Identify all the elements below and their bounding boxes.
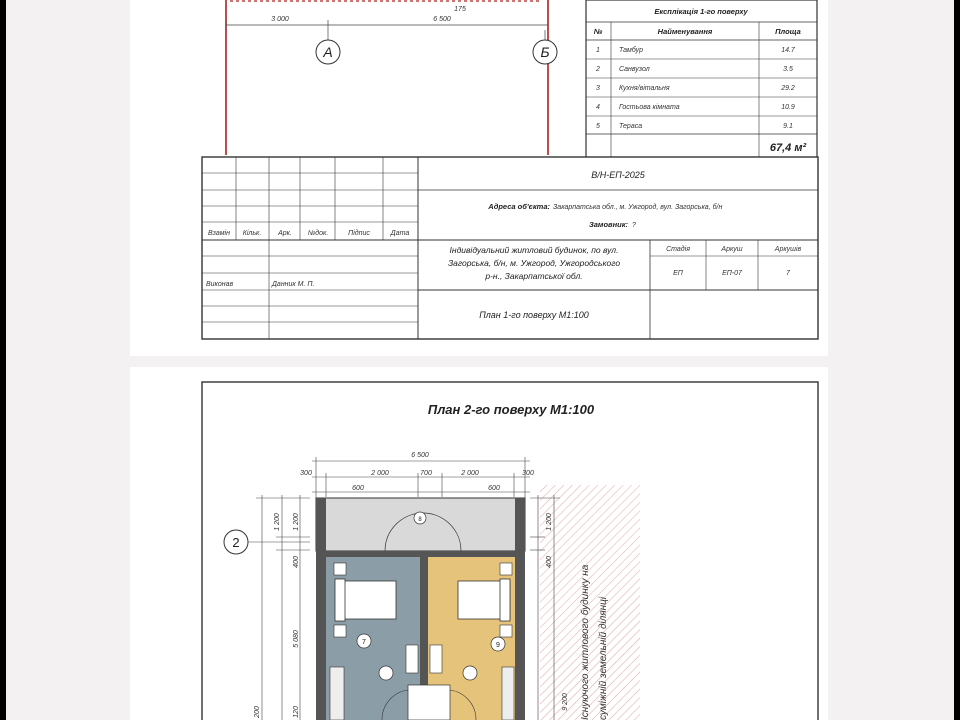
sheet-title: План 1-го поверху М1:100 xyxy=(479,310,589,320)
row-4-name: Гостьова кімната xyxy=(619,104,680,111)
left-dimensions xyxy=(254,495,310,720)
dim-room-left: 2 000 xyxy=(371,470,389,477)
rev-header-ndok: №док. xyxy=(307,230,329,237)
rev-header-data: Дата xyxy=(390,230,410,237)
balcony-room-number: 8 xyxy=(418,517,422,523)
wall-left xyxy=(316,498,326,720)
project-code: В/Н-ЕП-2025 xyxy=(591,170,645,180)
project-desc-line-3: р-н., Закарпатської обл. xyxy=(485,271,583,281)
sheets-value: 7 xyxy=(786,270,790,277)
dim-right-1: 1 200 xyxy=(546,513,553,531)
col-header-num: № xyxy=(593,27,603,36)
room-9-number: 9 xyxy=(496,642,500,649)
col-header-name: Найменування xyxy=(657,27,713,36)
row-1-name: Тамбур xyxy=(619,47,643,54)
dim-edge-left: 300 xyxy=(300,470,312,477)
explication-total: 67,4 м² xyxy=(769,142,807,154)
dim-left-1: 1 200 xyxy=(274,513,281,531)
row-3-name: Кухня/вітальня xyxy=(619,85,670,92)
client-label: Замовник: xyxy=(588,220,628,229)
row-4-num: 4 xyxy=(596,104,600,111)
document-viewer[interactable] xyxy=(6,0,954,720)
room-7-number: 7 xyxy=(362,639,366,646)
project-desc-line-2: Загорська, б/н, м. Ужгород, Ужгородського xyxy=(447,258,621,268)
nightstand-right-top xyxy=(500,563,512,575)
bed-right-headboard xyxy=(500,579,510,621)
rev-header-vzamin: Взамін xyxy=(208,230,230,237)
dim-left-2: 1 200 xyxy=(293,513,300,531)
row-2-area: 3.5 xyxy=(783,66,793,73)
sheet-header: Аркуш xyxy=(721,246,743,253)
title-block xyxy=(202,157,818,339)
top-dimensions xyxy=(300,452,534,502)
rev-header-kilk: Кільк. xyxy=(242,230,262,237)
dim-sub-right: 600 xyxy=(488,485,500,492)
stage-header: Стадія xyxy=(666,246,690,253)
row-4-area: 10.9 xyxy=(781,104,795,111)
page-2-drawing xyxy=(130,367,828,720)
row-1-area: 14.7 xyxy=(781,47,795,54)
bed-left-headboard xyxy=(335,579,345,621)
project-desc-line-1: Індивідуальний житловий будинок, по вул. xyxy=(449,245,619,255)
chair-right xyxy=(463,666,477,680)
desk-right xyxy=(430,645,442,673)
executor-name: Данник М. П. xyxy=(272,281,315,288)
dim-edge-right: 300 xyxy=(522,470,534,477)
row-1-num: 1 xyxy=(596,47,600,54)
row-3-num: 3 xyxy=(596,85,600,92)
client-value: ? xyxy=(632,222,636,229)
plan-title: План 2-го поверху М1:100 xyxy=(427,402,595,417)
floor-plan xyxy=(316,498,525,720)
row-5-name: Тераса xyxy=(619,123,643,130)
rev-header-ark: Арк. xyxy=(278,230,292,237)
corridor xyxy=(408,685,450,720)
row-5-num: 5 xyxy=(596,123,600,130)
sheets-header: Аркушів xyxy=(774,246,802,253)
dim-left-4: 5 080 xyxy=(293,630,300,648)
balcony xyxy=(316,498,525,551)
dim-3000: 3 000 xyxy=(271,16,289,23)
dim-6500: 6 500 xyxy=(433,16,451,23)
chair-left xyxy=(379,666,393,680)
wardrobe-right xyxy=(502,667,514,720)
dim-right-3: 9 200 xyxy=(562,693,569,711)
explication-title: Експлікація 1-го поверху xyxy=(654,7,748,16)
address-value: Закарпатська обл., м. Ужгород, вул. Загорська, б/н xyxy=(553,204,723,211)
side-note-1: Існуючого житлового будинку на xyxy=(580,564,591,720)
row-5-area: 9.1 xyxy=(783,123,793,130)
stage-value: ЕП xyxy=(673,270,683,277)
wardrobe-left xyxy=(330,667,344,720)
address-label: Адреса об'єкта: xyxy=(488,202,550,211)
row-2-name: Санвузол xyxy=(619,66,650,73)
col-header-area: Площа xyxy=(775,27,801,36)
wall-top-left xyxy=(326,551,420,557)
wall-right xyxy=(515,498,525,720)
executed-label: Виконав xyxy=(206,281,234,288)
dim-sub-left: 600 xyxy=(352,485,364,492)
desk-left xyxy=(406,645,418,673)
side-note-2: суміжній земельній ділянці xyxy=(598,596,609,720)
dim-total: 6 500 xyxy=(411,452,429,459)
page-2 xyxy=(130,367,828,720)
dim-left-3: 400 xyxy=(293,556,300,568)
page-1-drawing xyxy=(130,0,828,356)
dim-left-5: 120 xyxy=(293,706,300,718)
axis-label-b: Б xyxy=(540,44,550,60)
axis-label-2: 2 xyxy=(232,535,240,550)
axis-label-a: А xyxy=(323,44,333,60)
row-3-area: 29.2 xyxy=(781,85,795,92)
bed-left xyxy=(344,581,396,619)
nightstand-right-bottom xyxy=(500,625,512,637)
row-2-num: 2 xyxy=(596,66,600,73)
page-1 xyxy=(130,0,828,356)
dim-right-2: 400 xyxy=(546,556,553,568)
dim-wall-mid: 700 xyxy=(420,470,432,477)
nightstand-left-bottom xyxy=(334,625,346,637)
dim-175: 175 xyxy=(454,6,466,13)
rev-header-pidpys: Підпис xyxy=(348,230,370,237)
wall-top-right xyxy=(428,551,515,557)
dim-room-right: 2 000 xyxy=(461,470,479,477)
dim-left-6: 200 xyxy=(254,706,261,718)
nightstand-left-top xyxy=(334,563,346,575)
sheet-value: ЕП-07 xyxy=(722,270,742,277)
explication-table xyxy=(586,0,817,158)
